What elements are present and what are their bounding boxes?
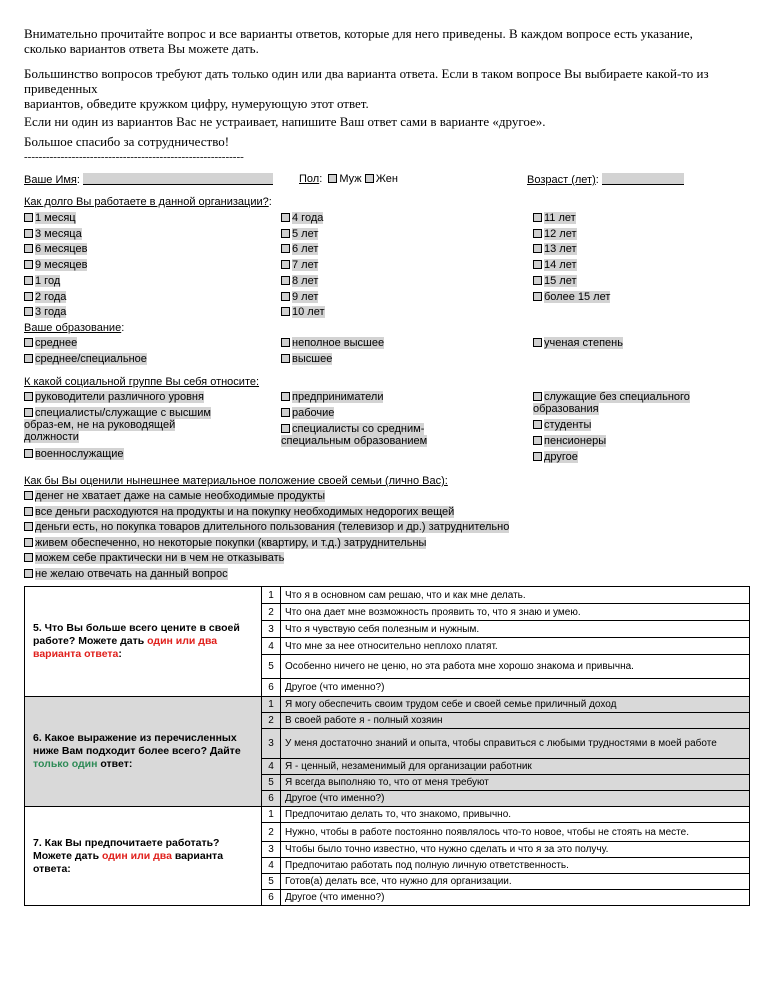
answer-number[interactable]: 6 bbox=[262, 679, 281, 697]
tenure-option[interactable]: 13 лет bbox=[533, 243, 577, 256]
q7-answer: Другое (что именно?) bbox=[281, 890, 750, 906]
answer-number[interactable]: 6 bbox=[262, 791, 281, 807]
answer-number[interactable]: 1 bbox=[262, 587, 281, 604]
answer-number[interactable]: 6 bbox=[262, 890, 281, 906]
checkbox[interactable] bbox=[533, 276, 542, 285]
checkbox[interactable] bbox=[281, 276, 290, 285]
answer-number[interactable]: 4 bbox=[262, 759, 281, 775]
social-option[interactable]: военнослужащие bbox=[24, 448, 124, 461]
intro-paragraph-2a: Большинство вопросов требуют дать только один или два варианта ответа. Если в таком вопросе Вы выбираете какой-то из приведенных bbox=[24, 66, 709, 96]
checkbox[interactable] bbox=[281, 260, 290, 269]
checkbox[interactable] bbox=[533, 260, 542, 269]
checkbox[interactable] bbox=[281, 354, 290, 363]
q5-answer: Другое (что именно?) bbox=[281, 679, 750, 697]
gender-female-checkbox[interactable] bbox=[365, 174, 374, 183]
social-option[interactable]: другое bbox=[533, 451, 578, 464]
age-row: Возраст (лет): bbox=[527, 173, 684, 187]
answer-number[interactable]: 2 bbox=[262, 713, 281, 729]
gender-row: Пол: Муж Жен bbox=[299, 173, 398, 185]
checkbox[interactable] bbox=[24, 213, 33, 222]
q5-question: 5. Что Вы больше всего цените в своей работе? Можете дать один или два варианта ответа: bbox=[25, 587, 262, 697]
tenure-option[interactable]: 12 лет bbox=[533, 228, 577, 241]
q7-answer: Нужно, чтобы в работе постоянно появлялось что-то новое, чтобы не стоять на месте. bbox=[281, 823, 750, 842]
material-option[interactable]: не желаю отвечать на данный вопрос bbox=[24, 568, 228, 581]
checkbox[interactable] bbox=[24, 538, 33, 547]
checkbox[interactable] bbox=[533, 229, 542, 238]
social-option[interactable]: предприниматели bbox=[281, 391, 383, 404]
checkbox[interactable] bbox=[24, 449, 33, 458]
q6-answer: В своей работе я - полный хозяин bbox=[281, 713, 750, 729]
answer-number[interactable]: 4 bbox=[262, 638, 281, 655]
questions-table bbox=[24, 586, 750, 906]
checkbox[interactable] bbox=[533, 452, 542, 461]
gender-male-label: Муж bbox=[339, 173, 362, 185]
answer-number[interactable]: 2 bbox=[262, 604, 281, 621]
education-question: Ваше образование: bbox=[24, 322, 125, 334]
table-row bbox=[25, 697, 750, 713]
answer-number[interactable]: 1 bbox=[262, 807, 281, 823]
answer-number[interactable]: 5 bbox=[262, 874, 281, 890]
answer-number[interactable]: 3 bbox=[262, 729, 281, 759]
checkbox[interactable] bbox=[281, 244, 290, 253]
social-option[interactable]: специалисты со средним- специальным образованием bbox=[281, 423, 428, 447]
education-option[interactable]: высшее bbox=[281, 353, 332, 366]
material-option[interactable]: деньги есть, но покупка товаров длительного пользования (телевизор и др.) затруднительно bbox=[24, 521, 509, 534]
checkbox[interactable] bbox=[281, 424, 290, 433]
checkbox[interactable] bbox=[24, 507, 33, 516]
answer-number[interactable]: 3 bbox=[262, 621, 281, 638]
checkbox[interactable] bbox=[24, 408, 33, 417]
checkbox[interactable] bbox=[281, 213, 290, 222]
checkbox[interactable] bbox=[24, 260, 33, 269]
tenure-option[interactable]: 8 лет bbox=[281, 275, 318, 288]
social-question: К какой социальной группе Вы себя относите: bbox=[24, 376, 260, 388]
name-label: Ваше Имя bbox=[24, 174, 77, 186]
tenure-option[interactable]: 3 месяца bbox=[24, 228, 82, 241]
q5-answer: Особенно ничего не ценю, но эта работа мне хорошо знакома и привычна. bbox=[281, 655, 750, 679]
q5-answer: Что мне за нее относительно неплохо платят. bbox=[281, 638, 750, 655]
checkbox[interactable] bbox=[281, 229, 290, 238]
social-option[interactable]: студенты bbox=[533, 419, 591, 432]
tenure-option[interactable]: 1 месяц bbox=[24, 212, 76, 225]
q5-answer: Что я в основном сам решаю, что и как мне делать. bbox=[281, 587, 750, 604]
q5-answer: Что я чувствую себя полезным и нужным. bbox=[281, 621, 750, 638]
checkbox[interactable] bbox=[24, 338, 33, 347]
checkbox[interactable] bbox=[533, 244, 542, 253]
q6-answer: Другое (что именно?) bbox=[281, 791, 750, 807]
tenure-option[interactable]: 6 лет bbox=[281, 243, 318, 256]
q6-answer: Я - ценный, незаменимый для организации работник bbox=[281, 759, 750, 775]
checkbox[interactable] bbox=[24, 229, 33, 238]
checkbox[interactable] bbox=[533, 292, 542, 301]
material-option[interactable]: денег не хватает даже на самые необходимые продукты bbox=[24, 490, 325, 503]
q6-question: 6. Какое выражение из перечисленных ниже Вам подходит более всего? Дайте только один ответ: bbox=[25, 697, 262, 807]
social-option[interactable]: служащие без специального образования bbox=[533, 391, 690, 415]
checkbox[interactable] bbox=[24, 292, 33, 301]
answer-number[interactable]: 1 bbox=[262, 697, 281, 713]
gender-male-checkbox[interactable] bbox=[328, 174, 337, 183]
education-option[interactable]: среднее/специальное bbox=[24, 353, 147, 366]
checkbox[interactable] bbox=[281, 338, 290, 347]
checkbox[interactable] bbox=[24, 491, 33, 500]
table-row bbox=[25, 587, 750, 604]
checkbox[interactable] bbox=[281, 392, 290, 401]
tenure-option[interactable]: более 15 лет bbox=[533, 291, 610, 304]
q7-answer: Предпочитаю делать то, что знакомо, привычно. bbox=[281, 807, 750, 823]
tenure-option[interactable]: 7 лет bbox=[281, 259, 318, 272]
q7-answer: Готов(а) делать все, что нужно для организации. bbox=[281, 874, 750, 890]
social-option[interactable]: пенсионеры bbox=[533, 435, 606, 448]
gender-label: Пол bbox=[299, 173, 320, 185]
q5-answer: Что она дает мне возможность проявить то, что я знаю и умею. bbox=[281, 604, 750, 621]
q6-answer: Я могу обеспечить своим трудом себе и своей семье приличный доход bbox=[281, 697, 750, 713]
tenure-option[interactable]: 3 года bbox=[24, 306, 66, 319]
q6-answer: У меня достаточно знаний и опыта, чтобы справиться с любыми трудностями в моей работе bbox=[281, 729, 750, 759]
tenure-option[interactable]: 5 лет bbox=[281, 228, 318, 241]
q7-question: 7. Как Вы предпочитаете работать? Можете дать один или два варианта ответа: bbox=[25, 807, 262, 906]
checkbox[interactable] bbox=[281, 307, 290, 316]
social-option[interactable]: специалисты/служащие с высшим образ-ем, не на руководящей должности bbox=[24, 407, 211, 443]
tenure-option[interactable]: 2 года bbox=[24, 291, 66, 304]
tenure-option[interactable]: 14 лет bbox=[533, 259, 577, 272]
checkbox[interactable] bbox=[533, 420, 542, 429]
thanks-text: Большое спасибо за сотрудничество! bbox=[24, 134, 230, 149]
checkbox[interactable] bbox=[24, 392, 33, 401]
checkbox[interactable] bbox=[281, 408, 290, 417]
checkbox[interactable] bbox=[533, 392, 542, 401]
intro-paragraph-3: Если ни один из вариантов Вас не устраивает, напишите Ваш ответ сами в варианте «другое». bbox=[24, 114, 546, 129]
material-option[interactable]: можем себе практически ни в чем не отказывать bbox=[24, 552, 284, 565]
checkbox[interactable] bbox=[533, 338, 542, 347]
checkbox[interactable] bbox=[281, 292, 290, 301]
name-field[interactable] bbox=[83, 173, 273, 185]
checkbox[interactable] bbox=[24, 569, 33, 578]
q7-answer: Предпочитаю работать под полную личную ответственность. bbox=[281, 858, 750, 874]
table-row bbox=[25, 807, 750, 823]
social-option[interactable]: рабочие bbox=[281, 407, 334, 420]
material-question: Как бы Вы оценили нынешнее материальное положение своей семьи (лично Вас): bbox=[24, 475, 448, 487]
checkbox[interactable] bbox=[24, 354, 33, 363]
checkbox[interactable] bbox=[24, 276, 33, 285]
answer-number[interactable]: 5 bbox=[262, 775, 281, 791]
education-option[interactable]: неполное высшее bbox=[281, 337, 384, 350]
material-option[interactable]: живем обеспеченно, но некоторые покупки (квартиру, и т.д.) затруднительны bbox=[24, 537, 426, 550]
checkbox[interactable] bbox=[533, 436, 542, 445]
gender-female-label: Жен bbox=[375, 173, 398, 185]
checkbox[interactable] bbox=[24, 307, 33, 316]
education-option[interactable]: среднее bbox=[24, 337, 77, 350]
q6-answer: Я всегда выполняю то, что от меня требуют bbox=[281, 775, 750, 791]
tenure-option[interactable]: 4 года bbox=[281, 212, 323, 225]
tenure-option[interactable]: 11 лет bbox=[533, 212, 576, 225]
age-label: Возраст (лет) bbox=[527, 174, 596, 186]
tenure-option[interactable]: 6 месяцев bbox=[24, 243, 87, 256]
divider: ------------------------------------------------------------ bbox=[24, 151, 244, 163]
tenure-option[interactable]: 9 лет bbox=[281, 291, 318, 304]
tenure-option[interactable]: 15 лет bbox=[533, 275, 577, 288]
checkbox[interactable] bbox=[24, 244, 33, 253]
answer-number[interactable]: 4 bbox=[262, 858, 281, 874]
name-row: Ваше Имя: bbox=[24, 173, 273, 187]
material-option[interactable]: все деньги расходуются на продукты и на покупку необходимых недорогих вещей bbox=[24, 506, 454, 519]
age-field[interactable] bbox=[602, 173, 684, 185]
tenure-option[interactable]: 9 месяцев bbox=[24, 259, 87, 272]
education-option[interactable]: ученая степень bbox=[533, 337, 623, 350]
intro-paragraph-2b: вариантов, обведите кружком цифру, нумерующую этот ответ. bbox=[24, 96, 369, 111]
tenure-option[interactable]: 10 лет bbox=[281, 306, 325, 319]
q7-answer: Чтобы было точно известно, что нужно сделать и что я за это получу. bbox=[281, 842, 750, 858]
answer-number[interactable]: 5 bbox=[262, 655, 281, 679]
intro-paragraph-1: Внимательно прочитайте вопрос и все варианты ответов, которые для него приведены. В каждом вопросе есть указание, сколько вариантов ответа Вы можете дать. bbox=[24, 26, 693, 56]
checkbox[interactable] bbox=[24, 553, 33, 562]
tenure-question: Как долго Вы работаете в данной организации?: bbox=[24, 196, 272, 208]
tenure-option[interactable]: 1 год bbox=[24, 275, 60, 288]
answer-number[interactable]: 3 bbox=[262, 842, 281, 858]
answer-number[interactable]: 2 bbox=[262, 823, 281, 842]
social-option[interactable]: руководители различного уровня bbox=[24, 391, 204, 404]
checkbox[interactable] bbox=[24, 522, 33, 531]
checkbox[interactable] bbox=[533, 213, 542, 222]
